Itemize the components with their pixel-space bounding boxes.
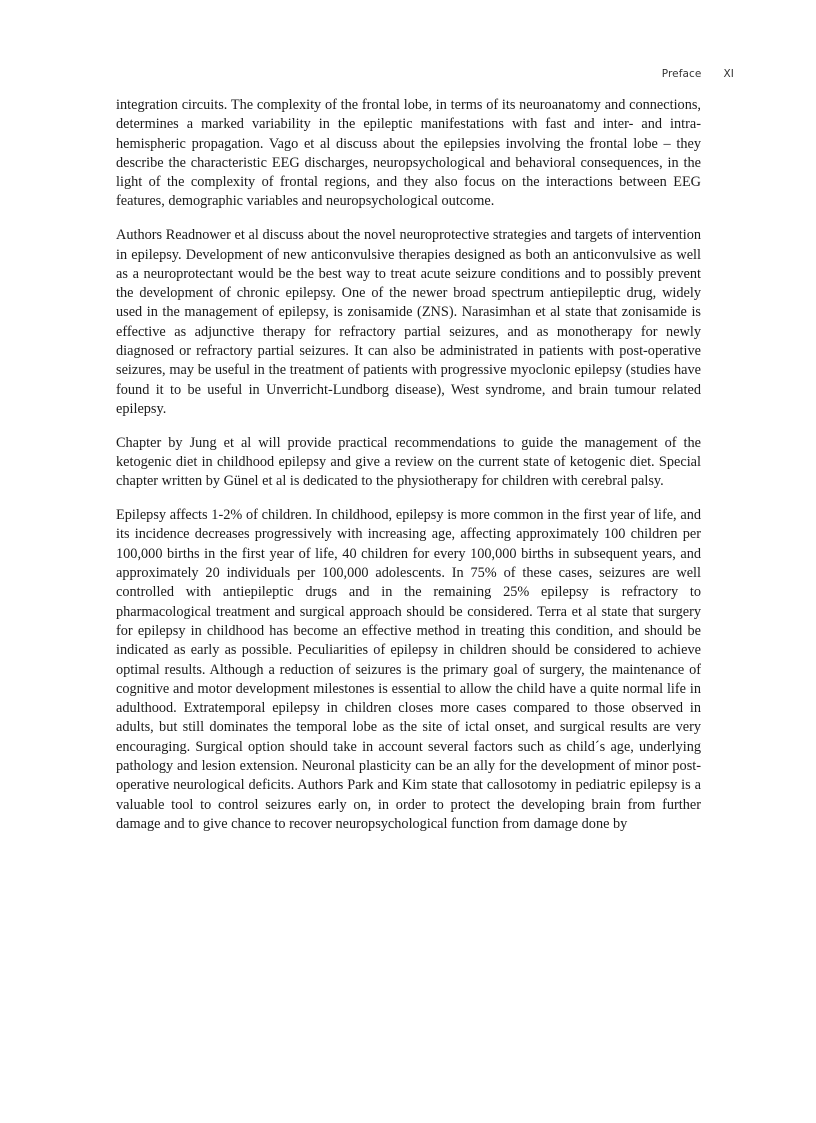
- paragraph-ketogenic-diet: Chapter by Jung et al will provide practical recommendations to guide the management of the ketogenic diet in childhood epilepsy and give a review on the current state of ketogenic diet. Special chapter written by Günel et al is dedicated to the physiotherapy for children with cerebral palsy.: [116, 434, 701, 490]
- header-section-title: Preface: [661, 68, 702, 80]
- paragraph-neuroprotection: Authors Readnower et al discuss about the novel neuroprotective strategies and targets of intervention in epilepsy. Development of new anticonvulsive therapies designed as both an anticonvulsive as well as a neuroprotectant would be the best way to treat acute seizure conditions and to possibly prevent the development of chronic epilepsy. One of the newer broad spectrum antiepileptic drug, widely used in the management of epilepsy, is zonisamide (ZNS). Narasimhan et al state that zonisamide is effective as adjunctive therapy for refractory partial seizures, and as monotherapy for newly diagnosed or refractory partial seizures. It can also be administrated in patients with post-operative seizures, may be useful in the treatment of patients with progressive myoclonic epilepsy (studies have found it to be useful in Unverricht-Lundborg disease), West syndrome, and brain tumour related epilepsy.: [116, 227, 701, 417]
- body-text: [116, 96, 701, 849]
- running-header: [662, 68, 734, 80]
- paragraph-childhood-epilepsy: Epilepsy affects 1-2% of children. In childhood, epilepsy is more common in the first year of life, and its incidence decreases progressively with increasing age, affecting approximately 100 children per 100,000 births in the first year of life, 40 children for every 100,000 births in subsequent years, and approximately 20 individuals per 100,000 adolescents. In 75% of these cases, seizures are well controlled with antiepileptic drugs and in the remaining 25% epilepsy is refractory to pharmacological treatment and surgical approach should be considered. Terra et al state that surgery for epilepsy in childhood has become an effective method in treating this condition, and should be indicated as early as possible. Peculiarities of epilepsy in children should be considered to achieve optimal results. Although a reduction of seizures is the primary goal of surgery, the maintenance of cognitive and motor development milestones is essential to allow the child have a quite normal life in adulthood. Extratemporal epilepsy in children closes more cases compared to those observed in adults, but still dominates the temporal lobe as the site of ictal onset, and surgical results are very encouraging. Surgical option should take in account several factors such as child´s age, underlying pathology and lesion extension. Neuronal plasticity can be an ally for the development of minor post-operative neurological deficits. Authors Park and Kim state that callosotomy in pediatric epilepsy is a valuable tool to control seizures early on, in order to protect the developing brain from further damage and to give chance to recover neuropsychological function from damage done by: [116, 507, 701, 832]
- paragraph-frontal-lobe: integration circuits. The complexity of the frontal lobe, in terms of its neuroanatomy and connections, determines a marked variability in the epileptic manifestations with fast and inter- and intra-hemispheric propagation. Vago et al discuss about the epilepsies involving the frontal lobe – they describe the characteristic EEG discharges, neuropsychological and behavioral consequences, in the light of the complexity of frontal regions, and they also focus on the interactions between EEG features, demographic variables and neuropsychological outcome.: [116, 97, 701, 210]
- page-number: XI: [723, 68, 734, 80]
